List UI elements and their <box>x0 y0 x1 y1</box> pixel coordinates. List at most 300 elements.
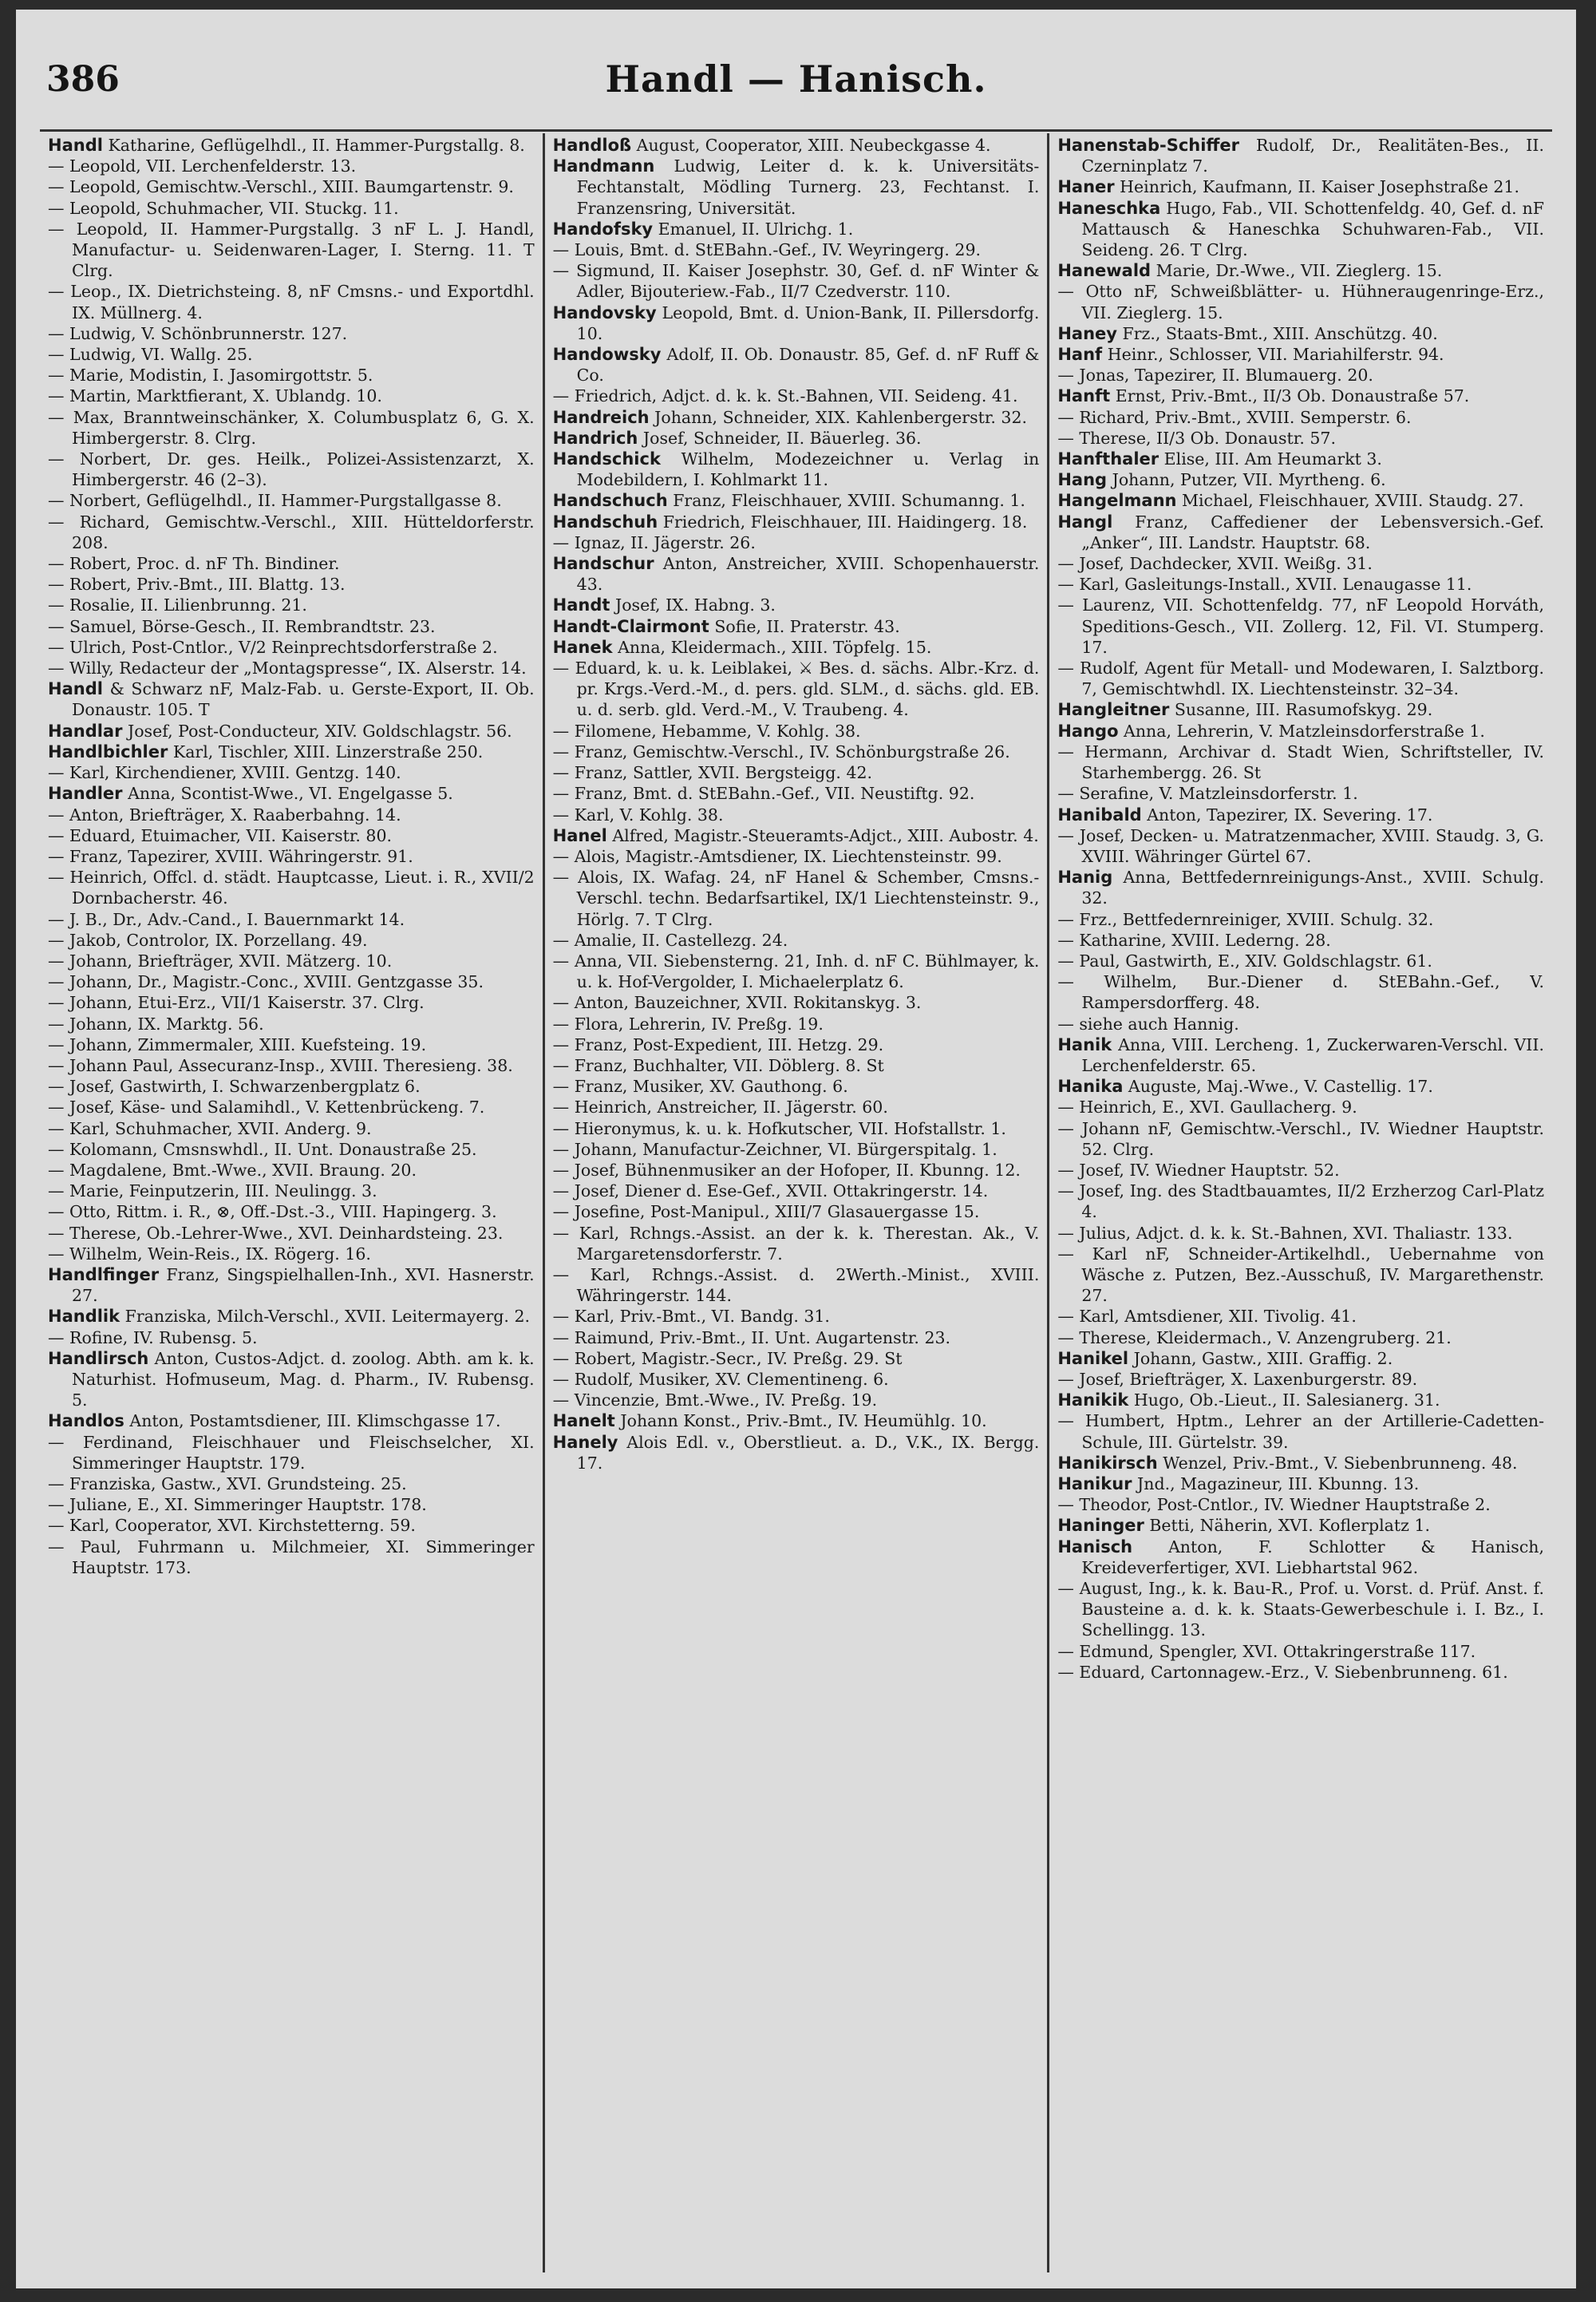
entry-text: — Johann Paul, Assecuranz-Insp., XVIII. Theresieng. 38. <box>48 1055 513 1075</box>
directory-entry <box>553 553 1040 595</box>
entry-text: — Marie, Modistin, I. Jasomirgottstr. 5. <box>48 366 373 386</box>
entry-text: — Kolomann, Cmsnswhdl., II. Unt. Donaustraße 25. <box>48 1139 477 1159</box>
entry-surname: Handlfinger <box>48 1264 160 1284</box>
entry-text: Emanuel, II. Ulrichg. 1. <box>658 219 854 239</box>
column-2 <box>543 133 1048 2272</box>
directory-entry <box>48 176 535 197</box>
entry-surname: Hanig <box>1057 868 1113 888</box>
entry-text: Heinr., Schlosser, VII. Mariahilferstr. 94. <box>1107 345 1444 365</box>
directory-entry <box>48 198 535 219</box>
entry-text: — Franziska, Gastw., XVI. Grundsteing. 25. <box>48 1474 407 1493</box>
entry-text: — Rosalie, II. Lilienbrunng. 21. <box>48 595 307 615</box>
directory-entry <box>48 553 535 574</box>
directory-entry <box>553 490 1040 511</box>
entry-text: — Hieronymus, k. u. k. Hofkutscher, VII. Hofstallstr. 1. <box>552 1118 1006 1138</box>
entry-surname: Hanft <box>1057 386 1111 406</box>
directory-entry <box>48 219 535 282</box>
entry-text: — Franz, Gemischtw.-Verschl., IV. Schönburgstraße 26. <box>552 742 1010 761</box>
entry-surname: Haninger <box>1057 1516 1144 1536</box>
directory-entry <box>1057 1410 1544 1452</box>
entry-text: Elise, III. Am Heumarkt 3. <box>1163 449 1382 469</box>
entry-text: Franziska, Milch-Verschl., XVII. Leitermayerg. 2. <box>124 1307 530 1327</box>
directory-entry <box>553 1223 1040 1264</box>
directory-entry <box>1057 1515 1544 1536</box>
entry-text: Anton, Custos-Adjct. d. zoolog. Abth. am k. k. Naturhist. Hofmuseum, Mag. d. Pharm., IV. Rubensg. 5. <box>72 1348 535 1410</box>
entry-text: — Frz., Bettfedernreiniger, XVIII. Schulg. 32. <box>1057 909 1434 929</box>
entry-text: Alfred, Magistr.-Steueramts-Adjct., XIII. Aubostr. 4. <box>612 825 1039 845</box>
directory-entry <box>48 721 535 742</box>
directory-entry <box>1057 1348 1544 1369</box>
directory-entry <box>553 595 1040 615</box>
entry-text: — Paul, Fuhrmann u. Milchmeier, XI. Simmeringer Hauptstr. 173. <box>48 1537 535 1577</box>
directory-entry <box>553 992 1040 1013</box>
directory-entry <box>1057 1453 1544 1473</box>
entry-surname: Handl <box>48 679 103 699</box>
entry-text: — Franz, Post-Expedient, III. Hetzg. 29. <box>552 1034 884 1054</box>
entry-surname: Hanek <box>552 637 613 657</box>
entry-text: Hugo, Ob.-Lieut., II. Salesianerg. 31. <box>1133 1390 1440 1410</box>
directory-entry <box>48 951 535 971</box>
directory-entry <box>48 1306 535 1327</box>
entry-surname: Hanfthaler <box>1057 449 1159 469</box>
entry-text: Ernst, Priv.-Bmt., II/3 Ob. Donaustraße 57. <box>1115 386 1470 406</box>
directory-entry <box>553 449 1040 490</box>
directory-entry <box>1057 930 1544 951</box>
directory-entry <box>48 867 535 908</box>
directory-entry <box>1057 428 1544 449</box>
entry-text: — Josefine, Post-Manipul., XIII/7 Glasauergasse 15. <box>552 1202 980 1222</box>
entry-text: — Johann, Manufactur-Zeichner, VI. Bürgerspitalg. 1. <box>552 1139 998 1159</box>
entry-surname: Handloß <box>552 136 632 155</box>
entry-surname: Hangelmann <box>1057 491 1177 511</box>
page-number: 386 <box>46 59 120 100</box>
entry-text: Anton, F. Schlotter & Hanisch, Kreideverfertiger, XVI. Liebhartstal 962. <box>1081 1537 1545 1577</box>
directory-entry <box>48 637 535 658</box>
entry-text: — Josef, Decken- u. Matratzenmacher, XVIII. Staudg. 3, G. XVIII. Währinger Gürtel 67. <box>1057 825 1545 866</box>
entry-text: — Julius, Adjct. d. k. k. St.-Bahnen, XVI. Thaliastr. 133. <box>1057 1223 1513 1243</box>
entry-surname: Handovsky <box>552 303 657 322</box>
directory-entry <box>1057 574 1544 595</box>
entry-surname: Hanely <box>552 1432 618 1452</box>
entry-text: Rudolf, Dr., Realitäten-Bes., II. Czerninplatz 7. <box>1081 136 1545 176</box>
directory-entry <box>1057 699 1544 720</box>
entry-surname: Handowsky <box>552 345 662 365</box>
entry-text: — Rudolf, Musiker, XV. Clementineng. 6. <box>552 1369 889 1389</box>
entry-surname: Hanibald <box>1057 805 1142 825</box>
entry-text: — Theodor, Post-Cntlor., IV. Wiedner Hauptstraße 2. <box>1057 1495 1491 1515</box>
directory-entry <box>553 1055 1040 1076</box>
entry-surname: Hanikirsch <box>1057 1453 1158 1473</box>
entry-text: — Eduard, k. u. k. Leiblakei, ⚔ Bes. d. sächs. Albr.-Krz. d. pr. Krgs.-Verd.-M., d. pers. gld. SLM., d. sächs. gld. EB. u. d. serb. gld. Verd.-M., V. Traubeng. 4. <box>552 659 1040 720</box>
directory-entry <box>1057 1097 1544 1117</box>
entry-text: — Karl nF, Schneider-Artikelhdl., Uebernahme von Wäsche z. Putzen, Bez.-Ausschuß, IV. Margarethenstr. 27. <box>1057 1244 1545 1306</box>
entry-surname: Hanel <box>552 825 607 845</box>
entry-text: — Karl, Kirchendiener, XVIII. Gentzg. 140. <box>48 763 401 783</box>
entry-text: — Heinrich, E., XVI. Gaullacherg. 9. <box>1057 1098 1357 1117</box>
directory-entry <box>48 1118 535 1139</box>
directory-entry <box>48 512 535 553</box>
directory-entry <box>553 407 1040 428</box>
entry-surname: Handlirsch <box>48 1348 149 1368</box>
directory-entry <box>48 678 535 720</box>
directory-entry <box>1057 1473 1544 1494</box>
directory-entry <box>1057 1390 1544 1410</box>
directory-entry <box>1057 1662 1544 1683</box>
entry-text: Ludwig, Leiter d. k. k. Universitäts-Fechtanstalt, Mödling Turnerg. 23, Fechtanst. I. Franzensring, Universität. <box>576 156 1040 218</box>
entry-text: — Laurenz, VII. Schottenfeldg. 77, nF Leopold Horváth, Speditions-Gesch., VII. Zollerg. 12, Fil. VI. Stumperg. 17. <box>1057 595 1545 657</box>
directory-entry <box>553 783 1040 804</box>
directory-entry <box>48 344 535 365</box>
directory-entry <box>48 595 535 615</box>
directory-entry <box>48 135 535 156</box>
directory-entry <box>1057 344 1544 365</box>
entry-surname: Haney <box>1057 323 1117 343</box>
directory-entry <box>1057 1014 1544 1034</box>
directory-entry <box>553 1097 1040 1117</box>
entry-text: Franz, Fleischhauer, XVIII. Schumanng. 1. <box>673 491 1025 511</box>
directory-entry <box>1057 260 1544 281</box>
entry-text: — Friedrich, Adjct. d. k. k. St.-Bahnen, VII. Seideng. 41. <box>552 386 1018 406</box>
directory-entry <box>553 1139 1040 1160</box>
directory-entry <box>48 742 535 762</box>
entry-text: & Schwarz nF, Malz-Fab. u. Gerste-Export, II. Ob. Donaustr. 105. T <box>72 679 535 720</box>
directory-entry <box>1057 783 1544 804</box>
entry-surname: Hanenstab-Schiffer <box>1057 136 1240 155</box>
directory-entry <box>1057 595 1544 658</box>
entry-text: — Robert, Magistr.-Secr., IV. Preßg. 29. St <box>552 1348 903 1368</box>
entry-text: — Josef, Bühnenmusiker an der Hofoper, II. Kbunng. 12. <box>552 1160 1021 1180</box>
directory-entry <box>48 490 535 511</box>
directory-entry <box>553 260 1040 302</box>
entry-text: Marie, Dr.-Wwe., VII. Zieglerg. 15. <box>1156 261 1443 281</box>
directory-entry <box>1057 407 1544 428</box>
entry-text: — Karl, Rchngs.-Assist. an der k. k. Therestan. Ak., V. Margaretensdorferstr. 7. <box>552 1223 1040 1264</box>
entry-text: — Richard, Priv.-Bmt., XVIII. Semperstr. 6. <box>1057 407 1412 427</box>
directory-entry <box>48 1348 535 1411</box>
entry-text: — Leopold, Gemischtw.-Verschl., XIII. Baumgartenstr. 9. <box>48 177 514 197</box>
entry-text: — Humbert, Hptm., Lehrer an der Artillerie-Cadetten-Schule, III. Gürtelstr. 39. <box>1057 1411 1545 1452</box>
directory-entry <box>1057 1118 1544 1160</box>
directory-entry <box>48 783 535 804</box>
directory-entry <box>1057 469 1544 490</box>
entry-surname: Handmann <box>552 156 655 176</box>
directory-entry <box>48 1515 535 1536</box>
entry-text: — Samuel, Börse-Gesch., II. Rembrandtstr. 23. <box>48 616 436 636</box>
entry-text: — Johann, Dr., Magistr.-Conc., XVIII. Gentzgasse 35. <box>48 972 484 992</box>
entry-surname: Handschick <box>552 449 661 469</box>
directory-entry <box>553 156 1040 219</box>
directory-entry <box>1057 658 1544 699</box>
directory-entry <box>553 637 1040 658</box>
directory-entry <box>1057 1306 1544 1327</box>
directory-entry <box>1057 135 1544 176</box>
entry-text: Johann, Schneider, XIX. Kahlenbergerstr. 32. <box>654 407 1028 427</box>
entry-text: Susanne, III. Rasumofskyg. 29. <box>1174 700 1433 720</box>
entry-surname: Handl <box>48 136 103 155</box>
directory-entry <box>1057 1223 1544 1244</box>
entry-surname: Hanik <box>1057 1034 1112 1054</box>
directory-entry <box>1057 1494 1544 1515</box>
directory-entry <box>1057 490 1544 511</box>
directory-entry <box>48 1160 535 1181</box>
entry-text: — Leop., IX. Dietrichsteing. 8, nF Cmsns.- und Exportdhl. IX. Müllnerg. 4. <box>48 282 535 322</box>
entry-text: — Alois, IX. Wafag. 24, nF Hanel & Schember, Cmsns.-Verschl. techn. Bedarfsartikel, IX/1 Liechtensteinstr. 9., Hörlg. 7. T Clrg. <box>552 868 1040 929</box>
directory-entry <box>48 1076 535 1097</box>
directory-entry <box>1057 1244 1544 1307</box>
entry-text: Auguste, Maj.-Wwe., V. Castellig. 17. <box>1128 1077 1433 1097</box>
directory-entry <box>553 1264 1040 1306</box>
entry-text: — Magdalene, Bmt.-Wwe., XVII. Braung. 20. <box>48 1160 417 1180</box>
entry-text: — Norbert, Geflügelhdl., II. Hammer-Purgstallgasse 8. <box>48 491 502 511</box>
entry-text: — Max, Branntweinschänker, X. Columbusplatz 6, G. X. Himbergerstr. 8. Clrg. <box>48 407 535 448</box>
directory-entry <box>48 1537 535 1578</box>
directory-entry <box>553 658 1040 721</box>
directory-entry <box>553 846 1040 867</box>
entry-text: Johann, Putzer, VII. Myrtheng. 6. <box>1112 470 1386 490</box>
directory-entry <box>48 805 535 825</box>
entry-text: — Therese, II/3 Ob. Donaustr. 57. <box>1057 428 1336 448</box>
entry-text: — Jonas, Tapezirer, II. Blumauerg. 20. <box>1057 366 1373 386</box>
entry-text: — August, Ing., k. k. Bau-R., Prof. u. Vorst. d. Prüf. Anst. f. Bausteine a. d. k. k. Staats-Gewerbeschule i. I. Bz., I. Schellingg. 13. <box>1057 1579 1545 1640</box>
entry-text: — Franz, Musiker, XV. Gauthong. 6. <box>552 1077 848 1097</box>
entry-text: — Ludwig, V. Schönbrunnerstr. 127. <box>48 323 348 343</box>
entry-text: — Franz, Tapezirer, XVIII. Währingerstr. 91. <box>48 846 413 866</box>
directory-entry <box>48 365 535 386</box>
entry-text: — Ulrich, Post-Cntlor., V/2 Reinprechtsdorferstraße 2. <box>48 637 498 657</box>
entry-surname: Handlik <box>48 1307 120 1327</box>
directory-entry <box>553 135 1040 156</box>
entry-text: — Leopold, Schuhmacher, VII. Stuckg. 11. <box>48 198 399 218</box>
entry-text: — Katharine, XVIII. Lederng. 28. <box>1057 930 1331 950</box>
entry-text: — Karl, Gasleitungs-Install., XVII. Lenaugasse 11. <box>1057 575 1472 595</box>
entry-text: Josef, Schneider, II. Bäuerleg. 36. <box>642 428 922 448</box>
entry-text: — Serafine, V. Matzleinsdorferstr. 1. <box>1057 784 1358 804</box>
entry-text: — Louis, Bmt. d. StEBahn.-Gef., IV. Weyringerg. 29. <box>552 240 982 260</box>
entry-text: — Vincenzie, Bmt.-Wwe., IV. Preßg. 19. <box>552 1390 878 1410</box>
entry-text: Anna, Scontist-Wwe., VI. Engelgasse 5. <box>128 784 453 804</box>
columns <box>40 133 1552 2272</box>
entry-text: — Johann nF, Gemischtw.-Verschl., IV. Wiedner Hauptstr. 52. Clrg. <box>1057 1118 1545 1159</box>
entry-surname: Hangleitner <box>1057 700 1170 720</box>
entry-text: — Willy, Redacteur der „Montagspresse“, IX. Alserstr. 14. <box>48 659 527 678</box>
entry-text: — Edmund, Spengler, XVI. Ottakringerstraße 117. <box>1057 1641 1476 1661</box>
directory-entry <box>553 512 1040 532</box>
entry-surname: Handler <box>48 784 123 804</box>
directory-entry <box>48 449 535 490</box>
directory-entry <box>48 407 535 449</box>
entry-surname: Handt-Clairmont <box>552 616 709 636</box>
entry-text: Wilhelm, Modezeichner u. Verlag in Modebildern, I. Kohlmarkt 11. <box>576 449 1040 490</box>
directory-entry <box>1057 909 1544 930</box>
entry-text: — Flora, Lehrerin, IV. Preßg. 19. <box>552 1014 824 1034</box>
directory-entry <box>553 239 1040 260</box>
directory-entry <box>553 303 1040 344</box>
directory-entry <box>553 930 1040 951</box>
entry-surname: Hanf <box>1057 345 1103 365</box>
entry-text: Johann, Gastw., XIII. Graffig. 2. <box>1133 1348 1393 1368</box>
entry-surname: Hangl <box>1057 512 1113 532</box>
entry-surname: Hanikur <box>1057 1474 1132 1493</box>
entry-text: — Robert, Priv.-Bmt., III. Blattg. 13. <box>48 575 346 595</box>
directory-entry <box>553 1181 1040 1201</box>
directory-entry <box>48 156 535 176</box>
entry-text: August, Cooperator, XIII. Neubeckgasse 4. <box>636 136 991 155</box>
entry-text: — J. B., Dr., Adv.-Cand., I. Bauernmarkt 14. <box>48 909 405 929</box>
directory-entry <box>48 281 535 322</box>
directory-entry <box>553 1118 1040 1139</box>
entry-surname: Hanikik <box>1057 1390 1129 1410</box>
entry-text: — Wilhelm, Bur.-Diener d. StEBahn.-Gef., V. Rampersdorfferg. 48. <box>1057 972 1545 1013</box>
entry-text: Wenzel, Priv.-Bmt., V. Siebenbrunneng. 48. <box>1163 1453 1518 1473</box>
directory-entry <box>1057 742 1544 783</box>
entry-text: Heinrich, Kaufmann, II. Kaiser Josephstraße 21. <box>1120 177 1519 197</box>
directory-entry <box>48 1244 535 1264</box>
entry-text: — Josef, Briefträger, X. Laxenburgerstr. 89. <box>1057 1369 1418 1389</box>
entry-text: — Paul, Gastwirth, E., XIV. Goldschlagstr. 61. <box>1057 951 1432 971</box>
directory-entry <box>553 805 1040 825</box>
directory-entry <box>553 616 1040 637</box>
directory-entry <box>48 762 535 783</box>
entry-surname: Haneschka <box>1057 198 1161 218</box>
directory-entry <box>1057 1181 1544 1222</box>
directory-entry <box>1057 281 1544 322</box>
entry-text: — Richard, Gemischtw.-Verschl., XIII. Hütteldorferstr. 208. <box>48 512 535 552</box>
entry-text: — Josef, Käse- und Salamihdl., V. Kettenbrückeng. 7. <box>48 1098 485 1117</box>
entry-surname: Handschuh <box>552 512 658 532</box>
directory-entry <box>1057 721 1544 742</box>
entry-text: — Marie, Feinputzerin, III. Neulingg. 3. <box>48 1181 377 1201</box>
page-header <box>16 51 1576 115</box>
directory-entry <box>1057 951 1544 971</box>
entry-text: — Karl, Cooperator, XVI. Kirchstetterng. 59. <box>48 1516 416 1536</box>
entry-text: — Therese, Kleidermach., V. Anzengruberg. 21. <box>1057 1327 1452 1347</box>
entry-text: Franz, Caffediener der Lebensversich.-Gef. „Anker“, III. Landstr. Hauptstr. 68. <box>1081 512 1544 552</box>
entry-text: — Karl, Schuhmacher, XVII. Anderg. 9. <box>48 1118 372 1138</box>
entry-text: — Ferdinand, Fleischhauer und Fleischselcher, XI. Simmeringer Hauptstr. 179. <box>48 1432 535 1473</box>
entry-text: — Franz, Sattler, XVII. Bergsteigg. 42. <box>552 763 873 783</box>
entry-text: — Karl, Priv.-Bmt., VI. Bandg. 31. <box>552 1307 830 1327</box>
entry-text: — Alois, Magistr.-Amtsdiener, IX. Liechtensteinstr. 99. <box>552 846 1002 866</box>
entry-text: — Rofine, IV. Rubensg. 5. <box>48 1327 258 1347</box>
entry-text: Adolf, II. Ob. Donaustr. 85, Gef. d. nF Ruff & Co. <box>576 345 1040 386</box>
directory-entry <box>1057 386 1544 406</box>
directory-entry <box>553 1160 1040 1181</box>
entry-text: — Robert, Proc. d. nF Th. Bindiner. <box>48 554 340 574</box>
entry-text: Frz., Staats-Bmt., XIII. Anschützg. 40. <box>1122 323 1438 343</box>
directory-entry <box>553 428 1040 449</box>
directory-entry <box>1057 867 1544 908</box>
directory-entry <box>1057 198 1544 261</box>
entry-text: — Anna, VII. Siebensterng. 21, Inh. d. nF C. Bühlmayer, k. u. k. Hof-Vergolder, I. Michaelerplatz 6. <box>552 951 1040 992</box>
entry-text: Johann Konst., Priv.-Bmt., IV. Heumühlg. 10. <box>620 1411 987 1431</box>
directory-entry <box>553 742 1040 762</box>
directory-entry <box>48 323 535 344</box>
entry-text: — Johann, Etui-Erz., VII/1 Kaiserstr. 37. Clrg. <box>48 993 425 1013</box>
directory-entry <box>48 1264 535 1306</box>
directory-entry <box>48 846 535 867</box>
directory-page <box>16 10 1576 2288</box>
directory-entry <box>48 1055 535 1076</box>
directory-entry <box>1057 365 1544 386</box>
entry-text: — Therese, Ob.-Lehrer-Wwe., XVI. Deinhardsteing. 23. <box>48 1223 504 1243</box>
entry-text: — Johann, IX. Marktg. 56. <box>48 1014 264 1034</box>
entry-text: — Raimund, Priv.-Bmt., II. Unt. Augartenstr. 23. <box>552 1327 951 1347</box>
entry-text: — siehe auch Hannig. <box>1057 1014 1239 1034</box>
entry-surname: Hanelt <box>552 1411 615 1431</box>
entry-surname: Handreich <box>552 407 650 427</box>
directory-entry <box>1057 449 1544 469</box>
entry-surname: Handlar <box>48 721 123 741</box>
column-3 <box>1047 133 1552 2272</box>
entry-surname: Handt <box>552 595 610 615</box>
entry-text: — Johann, Briefträger, XVII. Mätzerg. 10. <box>48 951 393 971</box>
entry-text: — Karl, Rchngs.-Assist. d. 2Werth.-Minist., XVIII. Währingerstr. 144. <box>552 1264 1040 1306</box>
entry-text: Anton, Postamtsdiener, III. Klimschgasse 17. <box>129 1411 501 1431</box>
directory-entry <box>1057 1076 1544 1097</box>
entry-text: — Leopold, VII. Lerchenfelderstr. 13. <box>48 156 357 176</box>
entry-text: — Ignaz, II. Jägerstr. 26. <box>552 532 756 552</box>
directory-entry <box>48 909 535 930</box>
entry-text: Anna, Kleidermach., XIII. Töpfelg. 15. <box>618 637 932 657</box>
entry-text: — Josef, IV. Wiedner Hauptstr. 52. <box>1057 1160 1340 1180</box>
directory-entry <box>1057 825 1544 867</box>
directory-entry <box>1057 1537 1544 1578</box>
directory-entry <box>1057 1369 1544 1390</box>
directory-entry <box>1057 1641 1544 1662</box>
entry-text: Betti, Näherin, XVI. Koflerplatz 1. <box>1149 1516 1430 1536</box>
entry-text: — Hermann, Archivar d. Stadt Wien, Schriftsteller, IV. Starhembergg. 26. St <box>1057 742 1545 783</box>
column-1 <box>40 133 543 2272</box>
entry-text: — Franz, Buchhalter, VII. Döblerg. 8. St <box>552 1055 884 1075</box>
entry-surname: Hango <box>1057 721 1119 741</box>
entry-text: Friedrich, Fleischhauer, III. Haidingerg. 18. <box>662 512 1028 532</box>
entry-surname: Hang <box>1057 470 1108 490</box>
entry-text: — Josef, Ing. des Stadtbauamtes, II/2 Erzherzog Carl-Platz 4. <box>1057 1181 1545 1222</box>
entry-text: Josef, IX. Habng. 3. <box>614 595 776 615</box>
entry-text: — Filomene, Hebamme, V. Kohlg. 38. <box>552 721 861 741</box>
entry-text: Franz, Singspielhallen-Inh., XVI. Hasnerstr. 27. <box>72 1264 535 1306</box>
directory-entry <box>553 762 1040 783</box>
directory-entry <box>553 867 1040 930</box>
directory-entry <box>553 1410 1040 1431</box>
directory-entry <box>48 1201 535 1222</box>
entry-text: Josef, Post-Conducteur, XIV. Goldschlagstr. 56. <box>128 721 512 741</box>
directory-entry <box>553 1014 1040 1034</box>
entry-text: Alois Edl. v., Oberstlieut. a. D., V.K., IX. Bergg. 17. <box>576 1432 1040 1473</box>
directory-entry <box>48 574 535 595</box>
entry-text: Hugo, Fab., VII. Schottenfeldg. 40, Gef. d. nF Mattausch & Haneschka Schuhwaren-Fab., VII. Seideng. 26. T Clrg. <box>1081 198 1545 260</box>
entry-text: Anton, Anstreicher, XVIII. Schopenhauerstr. 43. <box>576 554 1040 595</box>
entry-surname: Hanisch <box>1057 1537 1133 1556</box>
entry-text: — Jakob, Controlor, IX. Porzellang. 49. <box>48 930 368 950</box>
directory-entry <box>48 1139 535 1160</box>
entry-text: Anna, VIII. Lercheng. 1, Zuckerwaren-Verschl. VII. Lerchenfelderstr. 65. <box>1081 1034 1544 1075</box>
entry-text: — Amalie, II. Castellezg. 24. <box>552 930 788 950</box>
entry-text: — Josef, Gastwirth, I. Schwarzenbergplatz 6. <box>48 1077 421 1097</box>
directory-entry <box>1057 1327 1544 1348</box>
entry-text: — Sigmund, II. Kaiser Josephstr. 30, Gef. d. nF Winter & Adler, Bijouteriew.-Fab., II/7 Czedverstr. 110. <box>552 261 1040 302</box>
entry-text: — Johann, Zimmermaler, XIII. Kuefsteing. 19. <box>48 1034 427 1054</box>
entry-text: Michael, Fleischhauer, XVIII. Staudg. 27. <box>1182 491 1524 511</box>
entry-text: Anna, Bettfedernreinigungs-Anst., XVIII. Schulg. 32. <box>1081 868 1545 908</box>
entry-text: — Anton, Bauzeichner, XVII. Rokitanskyg. 3. <box>552 993 922 1013</box>
entry-text: — Martin, Marktfierant, X. Ublandg. 10. <box>48 386 382 406</box>
entry-text: — Heinrich, Offcl. d. städt. Hauptcasse, Lieut. i. R., XVII/2 Dornbacherstr. 46. <box>48 868 535 908</box>
entry-text: — Josef, Dachdecker, XVII. Weißg. 31. <box>1057 554 1373 574</box>
entry-surname: Hanikel <box>1057 1348 1129 1368</box>
entry-text: — Eduard, Cartonnagew.-Erz., V. Siebenbrunneng. 61. <box>1057 1662 1508 1682</box>
entry-text: — Otto nF, Schweißblätter- u. Hühneraugenringe-Erz., VII. Zieglerg. 15. <box>1057 282 1545 322</box>
